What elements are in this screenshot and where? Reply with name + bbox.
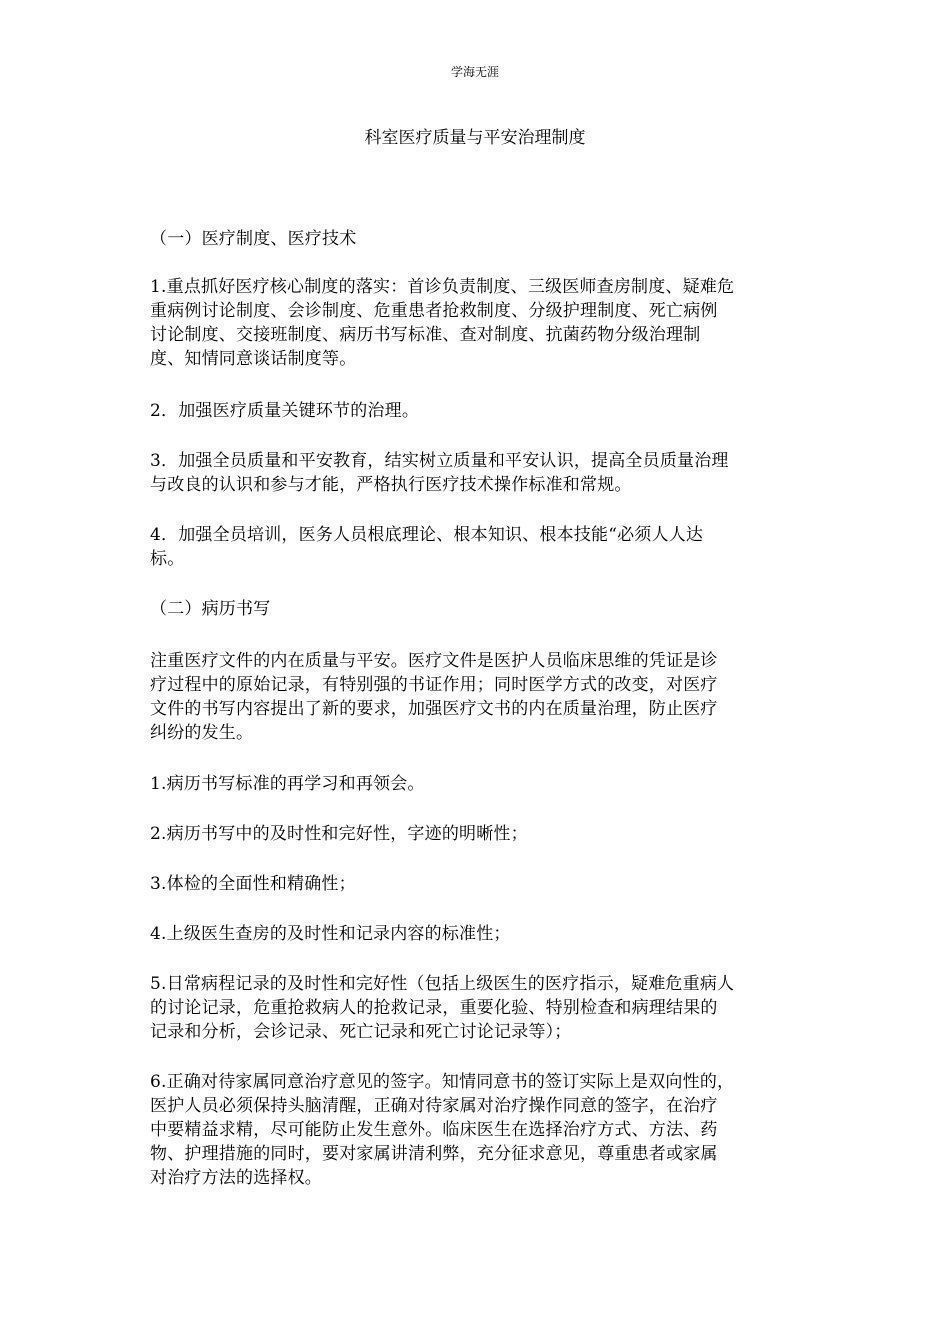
paragraph-line: 的讨论记录，危重抢救病人的抢救记录，重要化验、特别检查和病理结果的 [150, 998, 718, 1018]
paragraph-line: 2．加强医疗质量关键环节的治理。 [150, 401, 420, 421]
paragraph [150, 449, 802, 497]
paragraph-line: 1.病历书写标准的再学习和再领会。 [150, 774, 425, 794]
paragraph-line: 注重医疗文件的内在质量与平安。医疗文件是医护人员临床思维的凭证是诊 [150, 651, 718, 671]
paragraph [150, 649, 802, 745]
paragraph [150, 523, 802, 571]
paragraph-line: 2.病历书写中的及时性和完好性，字迹的明晰性； [150, 824, 528, 844]
paragraph-line: 6.正确对待家属同意治疗意见的签字。知情同意书的签订实际上是双向性的， [150, 1072, 735, 1092]
paragraph-line: 医护人员必须保持头脑清醒，正确对待家属对治疗操作同意的签字，在治疗 [150, 1096, 718, 1116]
paragraph-line: 纠纷的发生。 [150, 723, 254, 743]
paragraph-line: 记录和分析，会诊记录、死亡记录和死亡讨论记录等）； [150, 1022, 572, 1042]
paragraph-line: 标。 [150, 549, 185, 569]
paragraph-line: 5.日常病程记录的及时性和完好性（包括上级医生的医疗指示，疑难危重病人 [150, 974, 735, 994]
paragraph-line: 对治疗方法的选择权。 [150, 1168, 322, 1188]
section-heading: （二）病历书写 [150, 599, 271, 619]
section-heading: （一）医疗制度、医疗技术 [150, 229, 357, 249]
paragraph-line: 4.上级医生查房的及时性和记录内容的标准性； [150, 924, 511, 944]
document-title: 科室医疗质量与平安治理制度 [364, 128, 586, 148]
paragraph-line: 1.重点抓好医疗核心制度的落实：首诊负责制度、三级医师查房制度、疑难危 [150, 277, 735, 297]
paragraph-line: 3.体检的全面性和精确性； [150, 874, 356, 894]
list-item [150, 822, 802, 846]
paragraph-line: 文件的书写内容提出了新的要求，加强医疗文书的内在质量治理，防止医疗 [150, 699, 718, 719]
paragraph-line: 4．加强全员培训，医务人员根底理论、根本知识、根本技能“必须人人达 [150, 525, 704, 545]
paragraph-line: 疗过程中的原始记录，有特别强的书证作用；同时医学方式的改变，对医疗 [150, 675, 718, 695]
list-item [150, 1070, 802, 1190]
paragraph [150, 399, 802, 423]
paragraph [150, 275, 802, 371]
page-header: 学海无涯 [450, 65, 499, 79]
paragraph-line: 讨论制度、交接班制度、病历书写标准、查对制度、抗菌药物分级治理制 [150, 325, 701, 345]
paragraph-line: 重病例讨论制度、会诊制度、危重患者抢救制度、分级护理制度、死亡病例 [150, 301, 718, 321]
list-item [150, 772, 802, 796]
paragraph-line: 物、护理措施的同时，要对家属讲清利弊，充分征求意见，尊重患者或家属 [150, 1144, 718, 1164]
paragraph-line: 3．加强全员质量和平安教育，结实树立质量和平安认识，提高全员质量治理 [150, 451, 729, 471]
paragraph-line: 度、知情同意谈话制度等。 [150, 349, 357, 369]
list-item [150, 872, 802, 896]
paragraph-line: 中要精益求精，尽可能防止发生意外。临床医生在选择治疗方式、方法、药 [150, 1120, 718, 1140]
list-item [150, 972, 802, 1044]
list-item [150, 922, 802, 946]
paragraph-line: 与改良的认识和参与才能，严格执行医疗技术操作标准和常规。 [150, 475, 632, 495]
